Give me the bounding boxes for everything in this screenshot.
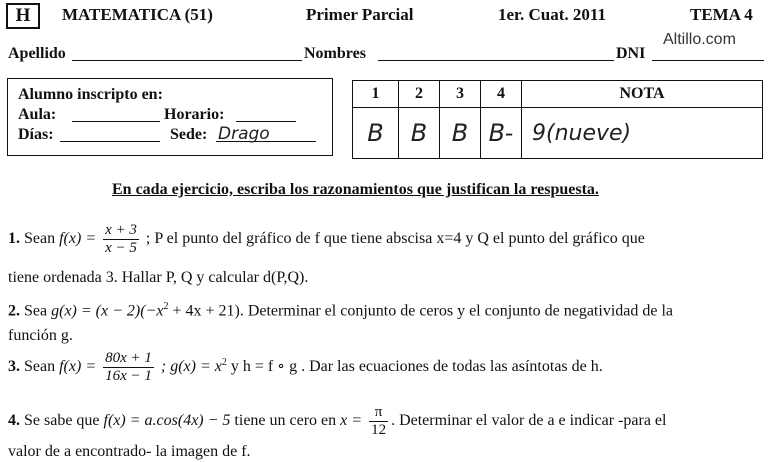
exercise-2-sea: Sea bbox=[24, 302, 48, 320]
apellido-label: Apellido bbox=[8, 45, 66, 62]
grade-header-1: 1 bbox=[353, 81, 399, 108]
exercise-1-fraction bbox=[103, 222, 139, 257]
exercise-2-text-1: + 4x + 21). Determinar el conjunto de ceros y el conjunto de negatividad de la bbox=[172, 302, 674, 320]
exercise-4-fx: f(x) = a.cos(4x) − 5 bbox=[103, 412, 231, 430]
grade-header-2: 2 bbox=[399, 81, 440, 108]
dias-label: Días: bbox=[18, 126, 54, 143]
exercise-3-fraction bbox=[103, 350, 154, 385]
exercise-4-text-b: tiene un cero en bbox=[234, 412, 337, 430]
nombres-label: Nombres bbox=[304, 45, 366, 62]
exercise-2-text-2: función g. bbox=[8, 327, 73, 344]
dni-line[interactable] bbox=[652, 60, 764, 61]
exercise-4-number: 4. bbox=[8, 412, 20, 430]
exercise-3-sean: Sean bbox=[24, 358, 56, 376]
grade-header-3: 3 bbox=[440, 81, 481, 108]
exercise-2-gx: g(x) = (x − 2)(−x bbox=[51, 302, 164, 320]
exercise-3-gx: ; g(x) = x bbox=[160, 358, 222, 376]
exercise-3-square: 2 bbox=[221, 356, 227, 368]
grade-header-4: 4 bbox=[481, 81, 522, 108]
grade-header-nota: NOTA bbox=[522, 81, 763, 108]
exercise-3-line-1 bbox=[8, 350, 603, 385]
dni-label: DNI bbox=[616, 45, 646, 62]
sede-handwritten: Drago bbox=[218, 124, 270, 144]
enrolled-title: Alumno inscripto en: bbox=[18, 86, 163, 103]
aula-label: Aula: bbox=[18, 106, 57, 123]
exercise-4-text-2: valor de a encontrado- la imagen de f. bbox=[8, 443, 251, 460]
sede-label: Sede: bbox=[170, 126, 208, 143]
exercise-3-number: 3. bbox=[8, 358, 20, 376]
exercise-3-denominator: 16x − 1 bbox=[105, 368, 152, 384]
exercise-1-line-1 bbox=[8, 222, 645, 257]
tema-label: TEMA 4 bbox=[690, 5, 753, 24]
exercise-4-denominator: 12 bbox=[371, 422, 387, 438]
exercise-1-number: 1. bbox=[8, 230, 20, 248]
horario-label: Horario: bbox=[164, 106, 225, 123]
exercise-3-text: y h = f ∘ g . Dar las ecuaciones de todas las asíntotas de h. bbox=[230, 358, 603, 376]
grade-table bbox=[352, 80, 763, 159]
exercise-4-line-1 bbox=[8, 404, 666, 439]
exercise-1-text-2: tiene ordenada 3. Hallar P, Q y calcular d(P,Q). bbox=[8, 269, 309, 286]
nombres-line[interactable] bbox=[378, 60, 614, 61]
exam-title: Primer Parcial bbox=[306, 5, 414, 24]
exercise-4-numerator: π bbox=[369, 404, 388, 422]
exercise-4-xeq: x = bbox=[340, 412, 363, 430]
exercise-2-square: 2 bbox=[163, 301, 169, 312]
subject-title: MATEMATICA (51) bbox=[62, 5, 213, 24]
exercise-2-number: 2. bbox=[8, 302, 20, 320]
grade-mark-2: B bbox=[399, 108, 440, 159]
exercise-3-fx: f(x) = bbox=[59, 358, 97, 376]
aula-line[interactable] bbox=[72, 121, 160, 122]
exercise-1-fx: f(x) = bbox=[59, 230, 97, 248]
grade-nota-value: 9(nueve) bbox=[522, 108, 763, 159]
exercise-1-text-1: ; P el punto del gráfico de f que tiene abscisa x=4 y Q el punto del gráfico que bbox=[145, 230, 645, 248]
dias-line[interactable] bbox=[60, 141, 160, 142]
grade-mark-1: B bbox=[353, 108, 399, 159]
exercise-4-text-a: Se sabe que bbox=[24, 412, 100, 430]
tema-letter-box: H bbox=[6, 3, 40, 29]
exercise-3-numerator: 80x + 1 bbox=[105, 350, 152, 366]
grade-mark-3: B bbox=[440, 108, 481, 159]
exercise-1-denominator: x − 5 bbox=[105, 240, 137, 256]
exercise-4-text-c: . Determinar el valor de a e indicar -para el bbox=[391, 412, 667, 430]
exercise-2-line-1 bbox=[8, 302, 673, 319]
horario-line[interactable] bbox=[236, 121, 296, 122]
exercise-1-numerator: x + 3 bbox=[105, 222, 137, 238]
instruction-text: En cada ejercicio, escriba los razonamientos que justifican la respuesta. bbox=[112, 181, 599, 198]
apellido-line[interactable] bbox=[72, 60, 302, 61]
grade-mark-4: B- bbox=[481, 108, 522, 159]
exercise-4-fraction bbox=[369, 404, 388, 439]
brand-watermark: Altillo.com bbox=[663, 31, 736, 48]
term-label: 1er. Cuat. 2011 bbox=[498, 5, 606, 24]
exercise-1-sean: Sean bbox=[24, 230, 56, 248]
